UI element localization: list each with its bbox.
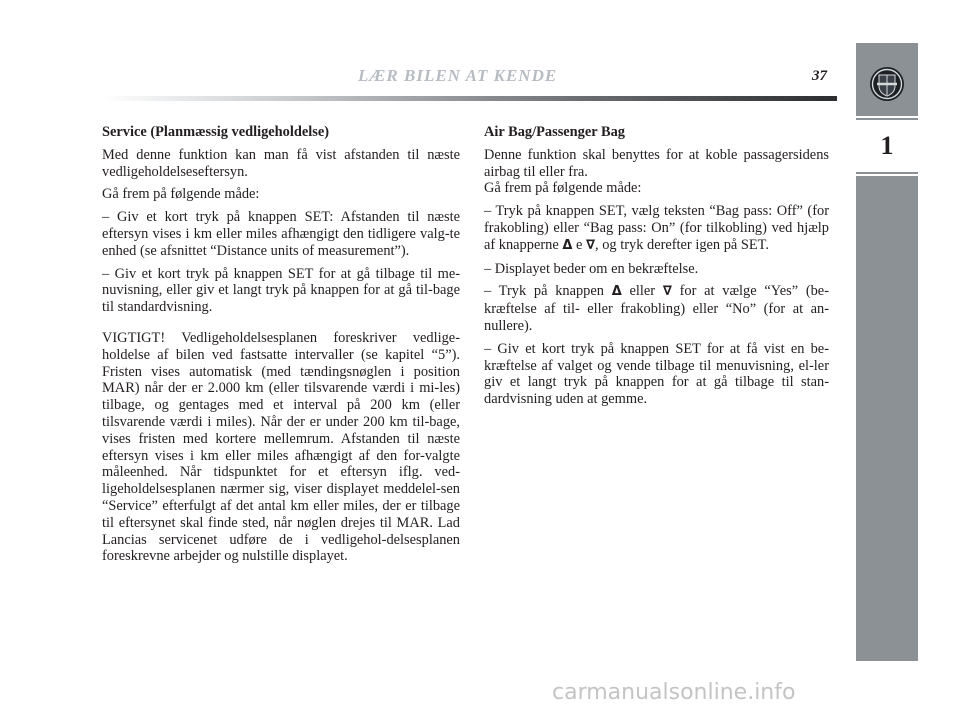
sidebar-rule-top [856,116,918,118]
airbag-paragraph-3-text-b: e [572,236,586,253]
airbag-paragraph-3 [484,203,829,254]
watermark-text: carmanualsonline.info [552,680,796,705]
right-column [484,124,829,414]
up-arrow-icon: Δ [562,237,573,253]
service-heading: Service (Planmæssig vedligeholdelse) [102,124,330,140]
service-paragraph-2: Gå frem på følgende måde: [102,186,260,203]
airbag-paragraph-5-text-b: eller [621,283,663,300]
airbag-paragraph-6: – Giv et kort tryk på knappen SET for at få vist en be-kræftelse af valget og vende tilbage til menuvisning, el-ler giv et langt tryk på knappen for at gå tilbage til stan-dardvisning uden at gemme. [484,340,829,408]
lancia-shield-icon [869,66,905,102]
airbag-heading: Air Bag/Passenger Bag [484,124,625,140]
down-arrow-icon: ∇ [585,237,596,253]
header-rule [102,96,837,101]
running-header-title: LÆR BILEN AT KENDE [358,66,558,85]
airbag-paragraph-4: – Displayet beder om en bekræftelse. [484,260,699,277]
service-paragraph-4: – Giv et kort tryk på knappen SET for at gå tilbage til me-nuvisning, eller giv et langt tryk på knappen for at gå til-bage til standardvisning. [102,265,460,316]
up-arrow-icon: Δ [611,284,622,300]
airbag-paragraph-3-text-c: , og tryk derefter igen på SET. [595,236,769,253]
airbag-paragraph-3-text-a: – Tryk på knappen SET, vælg teksten “Bag pass: Off” (for frakobling) eller “Bag pass: On” (for tilkobling) ved hjælp af knapperne [484,203,829,253]
sidebar-rule-bottom [856,174,918,176]
service-important-note: VIGTIGT! Vedligeholdelsesplanen foreskriver vedlige-holdelse af bilen ved fastsatte intervaller (se kapitel “5”). Fristen vises automatisk (med tændingsnøglen i position MAR) når der er 2.000 km (eller tilsvarende værdi i mi-les) tilbage, og gentages med et interval på 200 km (eller tilsvarende værdi i miles). Når der er under 200 km til-bage, vises fristen med kortere mellemrum. Afstanden til næste eftersyn vises i km eller miles afhængigt af den for-valgte måleenhed. Når tidspunktet for et eftersyn iflg. ved-ligeholdelsesplanen nærmer sig, viser displayet meddelel-sen “Service” efterfulgt af det antal km eller miles, der er tilbage til eftersynet skal finde sted, når nøglen drejes til MAR. Lad Lancias servicenet udføre de i vedligehol-delsesplanen foreskrevne arbejder og nulstille displayet. [102,329,460,565]
service-paragraph-1: Med denne funktion kan man få vist afstanden til næste vedligeholdelseseftersyn. [102,146,460,180]
chapter-tab: 1 [856,120,918,172]
down-arrow-icon: ∇ [662,284,672,300]
airbag-paragraph-5 [484,283,829,334]
airbag-paragraph-5-text-a: – Tryk på knappen [484,283,612,300]
airbag-paragraph-5-text-c: for at vælge “Yes” (be-kræftelse af til- eller frakobling) eller “No” (for at an-nullere). [484,283,829,334]
page-number: 37 [812,68,827,84]
service-paragraph-3: – Giv et kort tryk på knappen SET: Afstanden til næste eftersyn vises i km eller miles afhængigt den tidligere valg-te enhed (se afsnittet “Distance units of measurement”). [102,209,460,259]
airbag-paragraph-2: Gå frem på følgende måde: [484,180,642,197]
left-column [102,124,460,571]
airbag-paragraph-1: Denne funktion skal benyttes for at koble passagersidens airbag til eller fra. [484,146,829,180]
